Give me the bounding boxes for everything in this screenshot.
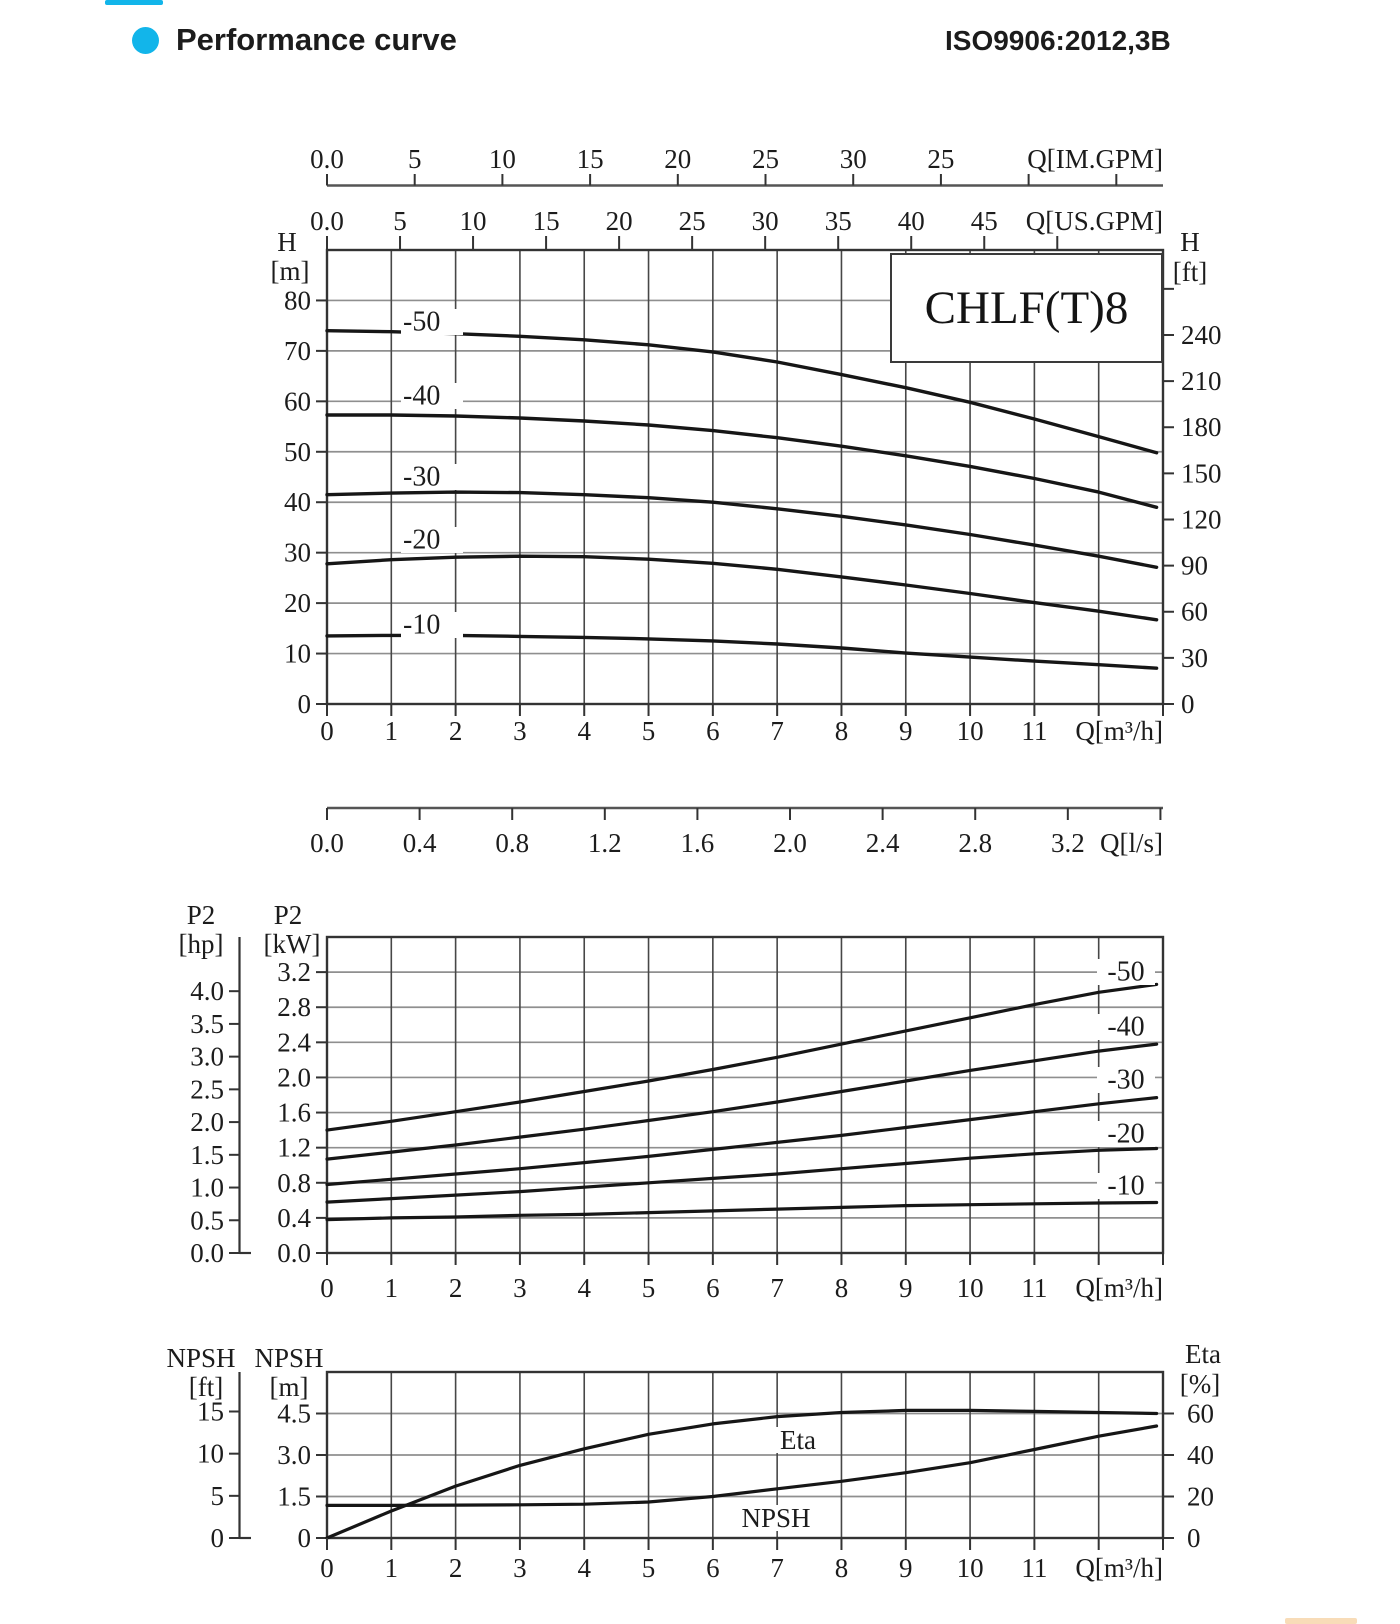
npsh-m-tick-label: 1.5	[277, 1481, 311, 1512]
ls-tick-label: 1.2	[587, 828, 622, 858]
im-gpm-axis-unit: Q[IM.GPM]	[1027, 144, 1163, 174]
x-tick-label: 5	[641, 1273, 656, 1303]
kw-tick-label: 1.2	[277, 1132, 311, 1163]
y-right-tick-label: 240	[1181, 319, 1222, 350]
y-right-tick-label: 0	[1181, 689, 1195, 719]
model-label-box	[890, 253, 1163, 363]
npsh-m-axis-unit: [m]	[269, 1372, 309, 1402]
x-tick-label: 1	[384, 1553, 399, 1583]
us-gpm-axis-unit: Q[US.GPM]	[1025, 206, 1163, 236]
hp-tick-label: 3.5	[190, 1008, 224, 1039]
x-tick-label: 6	[706, 1273, 720, 1303]
x-tick-label: 3	[513, 1553, 527, 1583]
npsh-ft-tick-label: 0	[210, 1523, 224, 1553]
x-tick-label: 8	[834, 716, 849, 746]
npsh-ft-axis-unit: [ft]	[188, 1372, 224, 1402]
x-tick-label: 11	[1021, 1553, 1048, 1583]
x-tick-label: 4	[577, 1273, 591, 1303]
curve--20	[327, 556, 1157, 620]
x-tick-label: 7	[770, 1273, 784, 1303]
curve--40	[327, 1044, 1157, 1159]
im-gpm-tick-label: 25	[752, 144, 780, 174]
x-tick-label: 11	[1021, 1273, 1048, 1303]
im-gpm-tick-label: 20	[664, 144, 692, 174]
hp-tick-label: 1.0	[190, 1172, 224, 1203]
eta-tick-label: 0	[1187, 1523, 1201, 1553]
hp-tick-label: 2.0	[190, 1107, 224, 1138]
x-tick-label: 10	[956, 1273, 984, 1303]
x-tick-label: 2	[448, 716, 463, 746]
kw-tick-label: 3.2	[277, 957, 311, 988]
x-tick-label: 6	[706, 716, 720, 746]
us-gpm-tick-label: 35	[824, 206, 852, 236]
hp-tick-label: 4.0	[190, 976, 224, 1007]
us-gpm-tick-label: 45	[970, 206, 998, 236]
y-left-tick-label: 50	[284, 436, 311, 467]
x-tick-label: 0	[320, 716, 334, 746]
head-left-axis-name: H	[277, 227, 297, 257]
standard-reference: ISO9906:2012,3B	[945, 25, 1171, 56]
y-right-tick-label: 150	[1181, 458, 1222, 489]
us-gpm-tick-label: 40	[897, 206, 925, 236]
x-axis-unit: Q[m³/h]	[1075, 716, 1163, 746]
p2-kw-axis-unit: [kW]	[263, 929, 321, 959]
head-left-axis-unit: [m]	[270, 256, 310, 286]
hp-tick-label: 0.0	[190, 1238, 224, 1268]
page-corner-decoration	[1285, 1618, 1357, 1624]
curve-label--10: -10	[403, 609, 441, 641]
ls-tick-label: 2.8	[958, 828, 993, 858]
x-axis-unit: Q[m³/h]	[1075, 1273, 1163, 1303]
im-gpm-tick-label: 0.0	[310, 144, 344, 174]
hp-tick-label: 1.5	[190, 1139, 224, 1170]
curve-label--30: -30	[403, 461, 441, 493]
x-tick-label: 8	[834, 1553, 849, 1583]
ls-axis-unit: Q[l/s]	[1100, 828, 1163, 858]
curve--10	[327, 1203, 1157, 1220]
ls-tick-label: 2.4	[865, 828, 900, 858]
ls-tick-label: 0.0	[310, 828, 344, 858]
curve-label--20: -20	[1107, 1118, 1145, 1150]
x-tick-label: 7	[770, 1553, 784, 1583]
y-left-tick-label: 0	[297, 689, 311, 719]
eta-axis-name: Eta	[1185, 1339, 1221, 1369]
y-left-tick-label: 80	[284, 285, 311, 316]
y-right-tick-label: 60	[1181, 596, 1208, 627]
x-tick-label: 7	[770, 716, 784, 746]
y-left-tick-label: 70	[284, 335, 311, 366]
us-gpm-tick-label: 5	[393, 206, 407, 236]
x-tick-label: 4	[577, 716, 591, 746]
head-right-axis-name: H	[1180, 227, 1200, 257]
y-right-tick-label: 120	[1181, 504, 1222, 535]
curve-label--40: -40	[1107, 1011, 1145, 1043]
curve-label--40: -40	[403, 380, 441, 412]
im-gpm-tick-label: 5	[407, 144, 422, 174]
y-left-tick-label: 40	[284, 487, 311, 518]
x-tick-label: 9	[899, 716, 913, 746]
kw-tick-label: 0.4	[277, 1202, 311, 1233]
x-tick-label: 2	[448, 1273, 463, 1303]
y-right-tick-label: 180	[1181, 412, 1222, 443]
x-tick-label: 11	[1021, 716, 1048, 746]
x-tick-label: 0	[320, 1553, 334, 1583]
x-axis-unit: Q[m³/h]	[1075, 1553, 1163, 1583]
kw-tick-label: 0.0	[277, 1238, 311, 1268]
x-tick-label: 1	[384, 716, 399, 746]
kw-tick-label: 1.6	[277, 1097, 311, 1128]
p2-hp-axis-name: P2	[186, 900, 216, 930]
npsh-ft-tick-label: 15	[197, 1396, 224, 1427]
curve-label--10: -10	[1107, 1170, 1145, 1202]
npsh-m-axis-name: NPSH	[254, 1343, 324, 1373]
x-tick-label: 9	[899, 1273, 913, 1303]
curve--10	[327, 635, 1157, 668]
x-tick-label: 0	[320, 1273, 334, 1303]
y-left-tick-label: 30	[284, 537, 311, 568]
npsh-ft-axis-name: NPSH	[166, 1343, 236, 1373]
im-gpm-tick-label: 15	[576, 144, 604, 174]
ls-tick-label: 0.4	[402, 828, 437, 858]
kw-tick-label: 0.8	[277, 1167, 311, 1198]
npsh-ft-tick-label: 10	[197, 1438, 224, 1469]
page-title: Performance curve	[176, 22, 457, 57]
eta-tick-label: 20	[1187, 1481, 1214, 1512]
npsh-ft-tick-label: 5	[210, 1480, 224, 1511]
x-tick-label: 10	[956, 1553, 984, 1583]
y-left-tick-label: 60	[284, 386, 311, 417]
us-gpm-tick-label: 30	[751, 206, 779, 236]
y-right-tick-label: 30	[1181, 642, 1208, 673]
ls-tick-label: 2.0	[773, 828, 807, 858]
ls-tick-label: 1.6	[680, 828, 715, 858]
x-tick-label: 10	[956, 716, 984, 746]
curve-label--50: -50	[403, 306, 441, 338]
p2-hp-axis-unit: [hp]	[178, 929, 224, 959]
model-label: CHLF(T)8	[924, 282, 1129, 334]
npsh-m-tick-label: 4.5	[277, 1398, 311, 1429]
hp-tick-label: 2.5	[190, 1074, 224, 1105]
us-gpm-tick-label: 10	[459, 206, 487, 236]
npsh-curve-label: NPSH	[741, 1503, 811, 1533]
us-gpm-tick-label: 20	[605, 206, 633, 236]
x-tick-label: 2	[448, 1553, 463, 1583]
eta-curve-label: Eta	[780, 1425, 816, 1455]
x-tick-label: 3	[513, 716, 527, 746]
y-right-tick-label: 90	[1181, 550, 1208, 581]
eta-tick-label: 60	[1187, 1398, 1214, 1429]
npsh-m-tick-label: 3.0	[277, 1440, 311, 1470]
x-tick-label: 6	[706, 1553, 720, 1583]
us-gpm-tick-label: 0.0	[310, 206, 344, 236]
x-tick-label: 8	[834, 1273, 849, 1303]
p2-kw-axis-name: P2	[273, 900, 303, 930]
head-right-axis-unit: [ft]	[1172, 257, 1208, 287]
y-left-tick-label: 10	[284, 638, 311, 669]
x-tick-label: 3	[513, 1273, 527, 1303]
x-tick-label: 4	[577, 1553, 591, 1583]
im-gpm-tick-label: 30	[839, 144, 867, 174]
ls-tick-label: 0.8	[495, 828, 530, 858]
kw-tick-label: 2.0	[277, 1062, 311, 1093]
curve-label--30: -30	[1107, 1064, 1145, 1096]
us-gpm-tick-label: 15	[532, 206, 560, 236]
x-tick-label: 5	[641, 716, 656, 746]
curve-label--50: -50	[1107, 956, 1145, 988]
y-right-tick-label: 210	[1181, 366, 1222, 397]
hp-tick-label: 3.0	[190, 1041, 224, 1072]
ls-tick-label: 3.2	[1050, 828, 1085, 858]
x-tick-label: 5	[641, 1553, 656, 1583]
kw-tick-label: 2.4	[277, 1027, 311, 1058]
us-gpm-tick-label: 25	[678, 206, 706, 236]
eta-tick-label: 40	[1187, 1440, 1214, 1470]
y-left-tick-label: 20	[284, 588, 311, 619]
im-gpm-tick-label: 10	[488, 144, 516, 174]
im-gpm-tick-label: 25	[927, 144, 955, 174]
x-tick-label: 1	[384, 1273, 399, 1303]
eta-axis-unit: [%]	[1179, 1369, 1221, 1399]
npsh-m-tick-label: 0	[297, 1523, 311, 1553]
plot-frame	[327, 937, 1163, 1253]
curve--30	[327, 1098, 1157, 1185]
hp-tick-label: 0.5	[190, 1205, 224, 1236]
curve-label--20: -20	[403, 524, 441, 556]
x-tick-label: 9	[899, 1553, 913, 1583]
kw-tick-label: 2.8	[277, 992, 311, 1023]
curve-NPSH	[327, 1426, 1157, 1505]
